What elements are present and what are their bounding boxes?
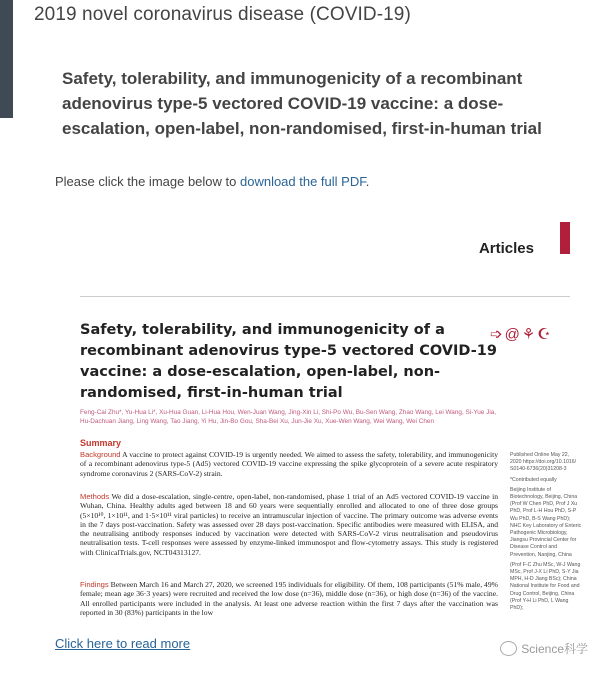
read-more-link[interactable]: Click here to read more xyxy=(55,636,191,651)
category-title: 2019 novel coronavirus disease (COVID-19) xyxy=(34,4,411,25)
author-list: Feng-Cai Zhu*, Yu-Hua Li*, Xu-Hua Guan, Li-Hua Hou, Wen-Juan Wang, Jing-Xin Li, Shi-Po Wu, Bu-Sen Wang, Zhao Wang, Lei Wang, Si-Yue Jia, Hu-Dachuan Jiang, Ling Wang, Tao Jiang, Yi Hu, Jin-Bo Gou, Sha-Bei Xu, Jun-Jie Xu, Xue-Wen Wang, Wei Wang, Wei Chen xyxy=(80,409,497,425)
side-notes xyxy=(510,452,582,615)
journal-badge-icons: ➩@⚘☪ xyxy=(490,326,553,343)
findings-label: Findings xyxy=(80,580,109,589)
watermark-text: Science科学 xyxy=(521,642,588,656)
intro-suffix: . xyxy=(365,174,370,189)
background-paragraph xyxy=(80,450,498,478)
findings-text: Between March 16 and March 27, 2020, we screened 195 individuals for eligibility. Of them, 108 participants (51% male, 49% female; mean age 36·3 years) were recruited and received the low dose (n=36), middle dose (n=36), or high dose (n=36) of the vaccine. All enrolled participants were included in the analysis. At least one adverse reaction within the first 7 days after the vaccination was reported in 30 (83%) participants in the low xyxy=(80,580,498,617)
background-label: Background xyxy=(80,450,121,459)
methods-text: We did a dose-escalation, single-centre, open-label, non-randomised, phase 1 trial of an Ad5 vectored COVID-19 vaccine in Wuhan, China. Healthy adults aged between 18 and 60 years were sequentially enrolled and allocated to one of three dose groups (5×10¹⁰, 1×10¹¹, and 1·5×10¹¹ viral particles) to receive an intramuscular injection of vaccine. The primary outcome was adverse events in the 7 days post-vaccination. Safety was assessed over 28 days post-vaccination. Specific antibodies were measured with ELISA, and the neutralising antibody responses induced by vaccination were detected with SARS-CoV-2 virus neutralisation and pseudovirus neutralisation tests. T-cell responses were assessed by enzyme-linked immunospot and flow-cytometry assays. This study is registered with ClinicalTrials.gov, NCT04313127. xyxy=(80,492,498,557)
side-note: Published Online May 22, 2020 https://doi.org/10.1016/ S0140-6736(20)31208-3 xyxy=(510,452,577,473)
section-label: Articles xyxy=(478,240,534,257)
methods-paragraph xyxy=(80,492,498,557)
findings-paragraph xyxy=(80,580,498,617)
paper-title: Safety, tolerability, and immunogenicity of a recombinant adenovirus type-5 vectored COVID-19 vaccine: a dose-escalation, open-label, non-randomised, first-in-human trial xyxy=(80,322,497,401)
side-note: (Prof F-C Zhu MSc, W-J Wang MSc, Prof J-X Li PhD, S-Y Jia MPH, H-D Jiang BSc); China National Institute for Food and Drug Control, Beijing, China (Prof Y-H Li PhD, L Wang PhD); xyxy=(510,561,581,612)
left-accent-bar xyxy=(0,0,13,118)
pdf-preview-image[interactable] xyxy=(52,210,584,630)
side-note: *Contributed equally xyxy=(510,476,557,483)
methods-label: Methods xyxy=(80,492,110,501)
wechat-logo-icon xyxy=(500,641,517,656)
side-note: Beijing Institute of Biotechnology, Beijing, China (Prof W Chen PhD, Prof J Xu PhD, Prof L-H Hou PhD, S-P Wu PhD, B-S Wang PhD); NHC Key Laboratory of Enteric Pathogenic Microbiology, Jiangsu Provincial Center for Disease Control and Prevention, Nanjing, China xyxy=(510,486,582,558)
section-flag xyxy=(560,222,570,254)
divider xyxy=(80,296,570,297)
download-pdf-link[interactable]: download the full PDF xyxy=(239,174,366,189)
background-text: A vaccine to protect against COVID-19 is urgently needed. We aimed to assess the safety, tolerability, and immunogenicity of a recombinant adenovirus type-5 (Ad5) vectored COVID-19 vaccine expressing the spike glycoprotein of a severe acute respiratory syndrome coronavirus 2 (SARS-CoV-2) strain. xyxy=(80,450,498,478)
intro-text xyxy=(55,174,369,189)
article-headline: Safety, tolerability, and immunogenicity of a recombinant adenovirus type-5 vectored COVID-19 vaccine: a dose-escalation, open-label, non-randomised, first-in-human trial xyxy=(62,69,542,138)
intro-prefix: Please click the image below to xyxy=(55,174,240,189)
watermark xyxy=(500,640,588,657)
summary-heading: Summary xyxy=(80,438,122,448)
